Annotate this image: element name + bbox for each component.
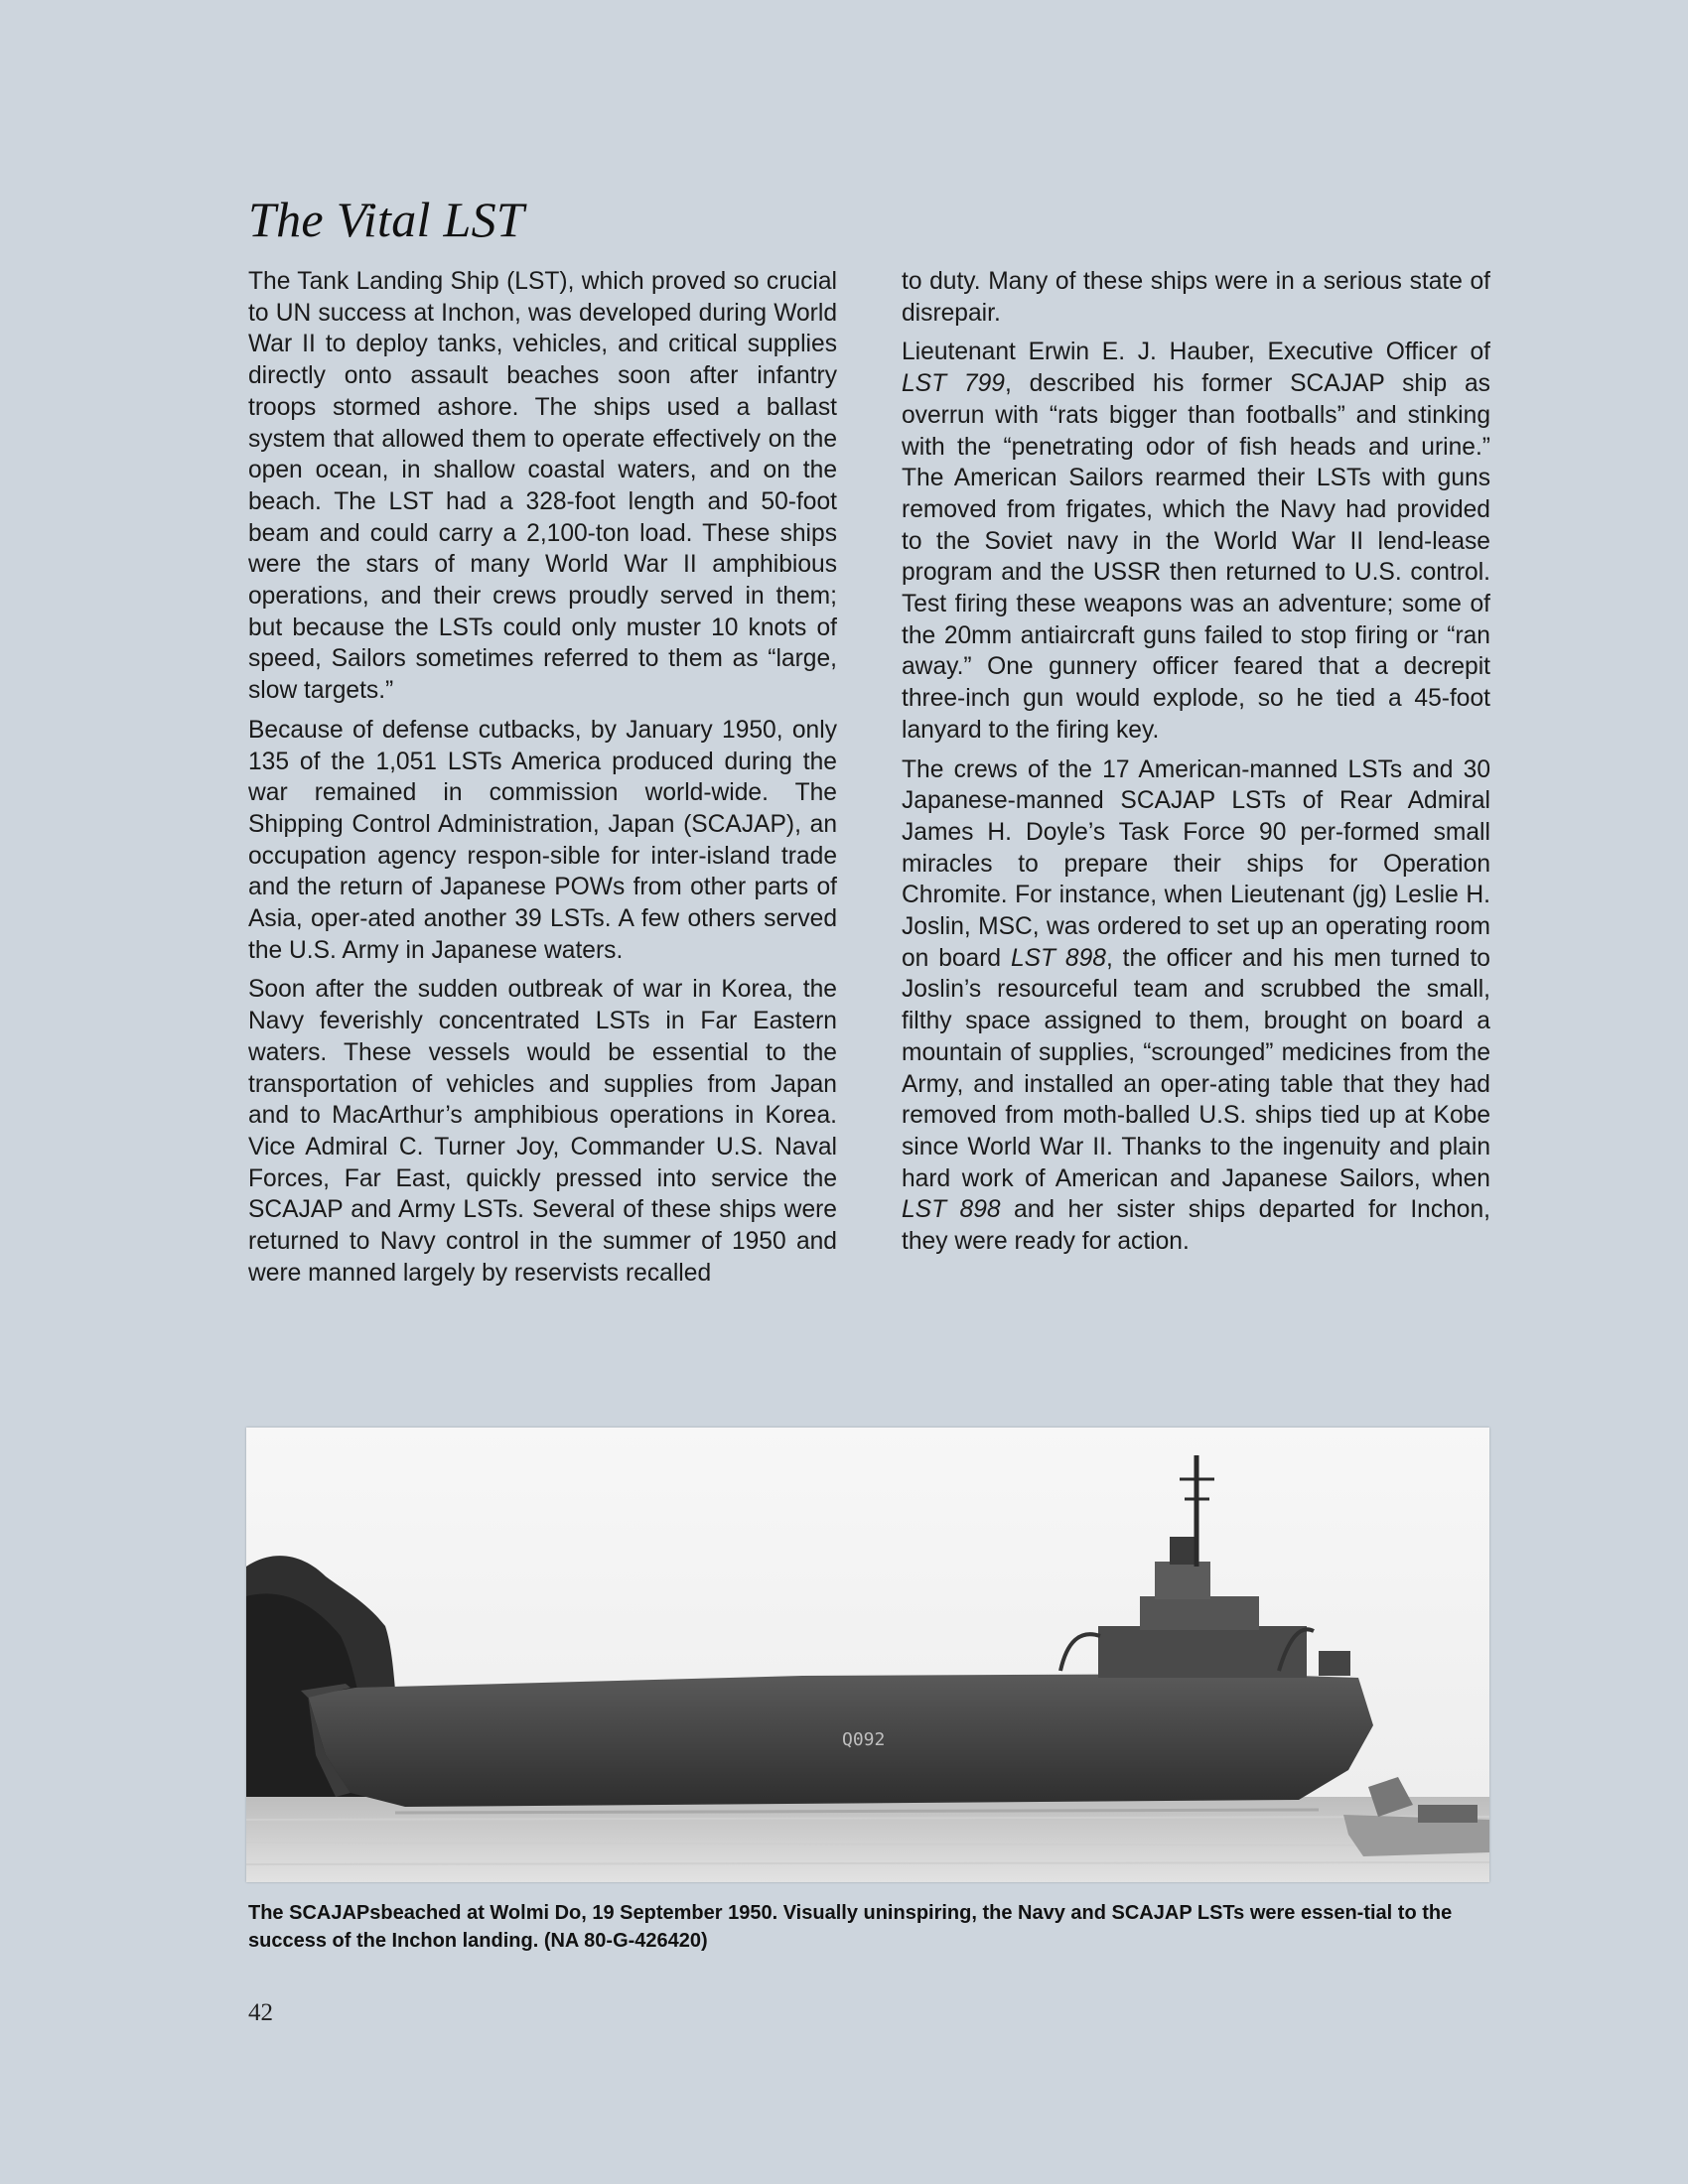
left-column [248,266,837,1297]
paragraph [902,337,1490,746]
page-number: 42 [248,1999,273,2026]
text-run: , described his former SCAJAP ship as overrun with “rats bigger than footballs” and stinking with the “penetrating odor of fish heads and urine.” The American Sailors rearmed their LSTs with guns removed from frigates, which the Navy had provided to the Soviet navy in the World War II lend-lease program and the USSR then returned to U.S. control. Test firing these weapons was an adventure; some of the 20mm antiaircraft guns failed to stop firing or “ran away.” One gunnery officer feared that a decrepit three-inch gun would explode, so he tied a 45-foot lanyard to the firing key. [902,370,1490,744]
paragraph [902,754,1490,1258]
hull-number: Q092 [842,1729,886,1750]
right-column [902,266,1490,1266]
ship-name: LST 898 [1010,944,1106,972]
figure-caption: The SCAJAPsbeached at Wolmi Do, 19 September 1950. Visually uninspiring, the Navy and SCAJAP LSTs were essen-tial to the success of the Inchon landing. (NA 80-G-426420) [248,1902,1453,1952]
ship-name: LST 898 [902,1196,1001,1224]
page-title: The Vital LST [248,192,525,247]
paragraph: Because of defense cutbacks, by January 1950, only 135 of the 1,051 LSTs America produced during the war remained in commission world-wide. The Shipping Control Administration, Japan (SCAJAP), an occupation agency respon-sible for inter-island trade and the return of Japanese POWs from other parts of Asia, oper-ated another 39 LSTs. A few others served the U.S. Army in Japanese waters. [248,716,837,964]
text-run: , the officer and his men turned to Joslin’s resourceful team and scrubbed the small, filthy space assigned to them, brought on board a mountain of supplies, “scrounged” medicines from the Army, and installed an oper-ating table that they had removed from moth-balled U.S. ships tied up at Kobe since World War II. Thanks to the ingenuity and plain hard work of American and Japanese Sailors, when [902,944,1490,1192]
paragraph: Soon after the sudden outbreak of war in Korea, the Navy feverishly concentrated LSTs in Far Eastern waters. These vessels would be essential to the transportation of vehicles and supplies from Japan and to MacArthur’s amphibious operations in Korea. Vice Admiral C. Turner Joy, Commander U.S. Naval Forces, Far East, quickly pressed into service the SCAJAP and Army LSTs. Several of these ships were returned to Navy control in the summer of 1950 and were manned largely by reservists recalled [248,976,837,1287]
paragraph: The Tank Landing Ship (LST), which proved so crucial to UN success at Inchon, was developed during World War II to deploy tanks, vehicles, and critical supplies directly onto assault beaches soon after infantry troops stormed ashore. The ships used a ballast system that allowed them to operate effectively on the open ocean, in shallow coastal waters, and on the beach. The LST had a 328-foot length and 50-foot beam and could carry a 2,100-ton load. These ships were the stars of many World War II amphibious operations, and their crews proudly served in them; but because the LSTs could only muster 10 knots of speed, Sailors sometimes referred to them as “large, slow targets.” [248,268,837,705]
paragraph: to duty. Many of these ships were in a serious state of disrepair. [902,268,1490,327]
lst-photograph [246,1428,1489,1882]
text-run: The crews of the 17 American-manned LSTs and 30 Japanese-manned SCAJAP LSTs of Rear Admiral James H. Doyle’s Task Force 90 per-formed small miracles to prepare their ships for Operation Chromite. For instance, when Lieutenant (jg) Leslie H. Joslin, MSC, was ordered to set up an operating room on board [902,755,1490,972]
text-run: and her sister ships departed for Inchon, they were ready for action. [902,1196,1490,1256]
ship-name: LST 799 [902,370,1005,398]
lst-photo-illustration [246,1428,1489,1882]
text-run: Lieutenant Erwin E. J. Hauber, Executive Officer of [902,339,1490,366]
